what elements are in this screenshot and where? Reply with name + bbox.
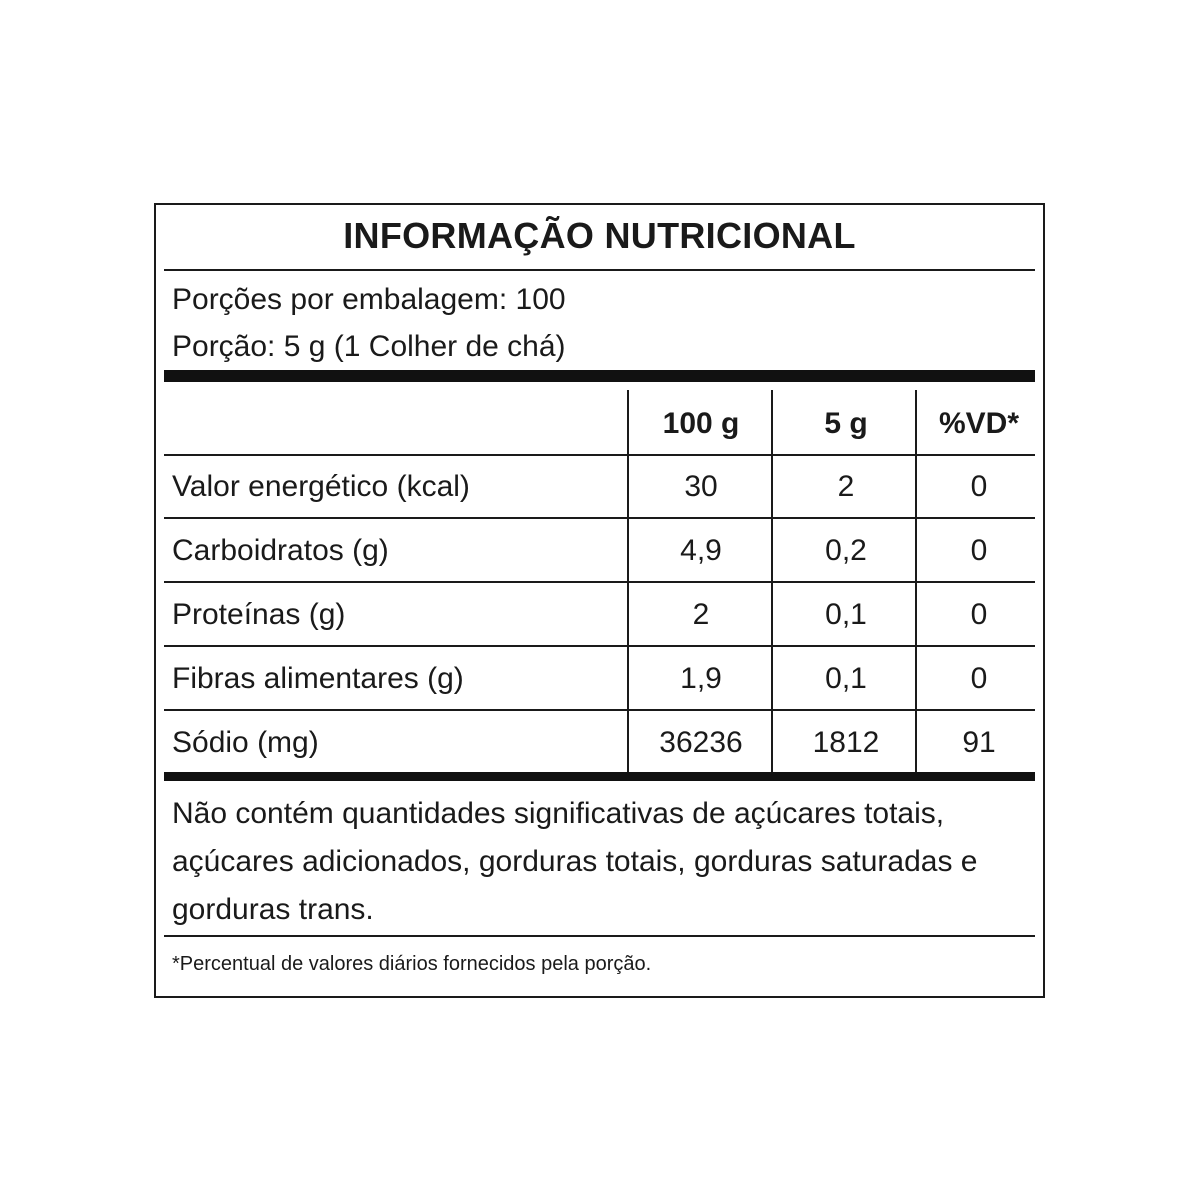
top-thick-divider <box>164 370 1035 382</box>
nutrient-name: Carboidratos (g) <box>172 534 389 567</box>
nutrient-name: Valor energético (kcal) <box>172 470 470 503</box>
nutrient-value-vd: 91 <box>962 726 996 759</box>
servings-per-package: Porções por embalagem: 100 <box>172 283 566 316</box>
nutrient-name: Proteínas (g) <box>172 598 346 631</box>
header-100g: 100 g <box>662 407 740 440</box>
nutrient-value-portion: 1812 <box>812 726 880 759</box>
nutrient-value-100g: 2 <box>692 598 710 631</box>
header-vd: %VD* <box>938 407 1020 440</box>
footnote: *Percentual de valores diários fornecidos pela porção. <box>172 953 652 975</box>
nutrient-value-portion: 0,1 <box>825 598 867 631</box>
nutrient-value-portion: 0,1 <box>825 662 867 695</box>
nutrition-facts-label <box>154 203 1045 998</box>
serving-size: Porção: 5 g (1 Colher de chá) <box>172 330 566 363</box>
nutrient-value-100g: 36236 <box>659 726 743 759</box>
nutrient-name: Fibras alimentares (g) <box>172 662 464 695</box>
nutrition-table <box>164 390 1035 772</box>
footnote-divider <box>164 935 1035 937</box>
nutrient-value-portion: 0,2 <box>825 534 867 567</box>
header-portion: 5 g <box>824 407 868 440</box>
nutrition-note: Não contém quantidades significativas de açúcares totais, açúcares adicionados, gorduras totais, gorduras saturadas e gorduras trans. <box>172 797 978 926</box>
nutrient-value-100g: 30 <box>684 470 718 503</box>
nutrient-value-vd: 0 <box>970 534 988 567</box>
bottom-thick-divider <box>164 772 1035 781</box>
nutrient-value-100g: 1,9 <box>680 662 722 695</box>
nutrient-value-100g: 4,9 <box>680 534 722 567</box>
label-content <box>164 205 1035 996</box>
nutrient-value-vd: 0 <box>970 662 988 695</box>
nutrient-name: Sódio (mg) <box>172 726 319 759</box>
title-divider <box>164 269 1035 271</box>
nutrient-value-portion: 2 <box>837 470 855 503</box>
nutrient-value-vd: 0 <box>970 470 988 503</box>
nutrient-value-vd: 0 <box>970 598 988 631</box>
label-title: INFORMAÇÃO NUTRICIONAL <box>343 215 856 256</box>
